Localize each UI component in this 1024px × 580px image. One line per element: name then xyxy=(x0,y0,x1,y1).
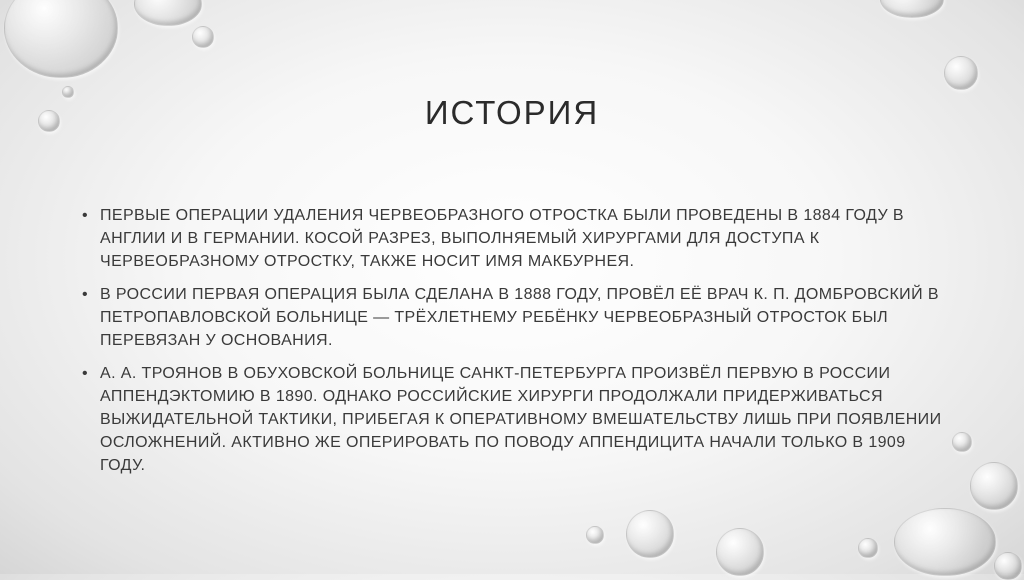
water-drop xyxy=(586,526,604,544)
water-drop xyxy=(994,552,1022,580)
bullet-list xyxy=(82,204,942,487)
bullet-item xyxy=(82,204,942,273)
water-drop xyxy=(858,538,878,558)
bullet-item xyxy=(82,283,942,352)
water-drop xyxy=(952,432,972,452)
water-drop xyxy=(134,0,202,26)
bullet-symbol: • xyxy=(82,365,89,382)
bullet-symbol: • xyxy=(82,286,89,303)
water-drop xyxy=(626,510,674,558)
water-drop xyxy=(4,0,118,78)
water-drop xyxy=(192,26,214,48)
water-drop xyxy=(880,0,944,18)
bullet-item xyxy=(82,362,942,477)
bullet-text: В РОССИИ ПЕРВАЯ ОПЕРАЦИЯ БЫЛА СДЕЛАНА В 1888 ГОДУ, ПРОВЁЛ ЕЁ ВРАЧ К. П. ДОМБРОВСКИЙ В ПЕТРОПАВЛОВСКОЙ БОЛЬНИЦЕ — ТРЁХЛЕТНЕМУ РЕБЁНКУ ЧЕРВЕОБРАЗНЫЙ ОТРОСТОК БЫЛ ПЕРЕВЯЗАН У ОСНОВАНИЯ. xyxy=(100,286,939,349)
water-drop xyxy=(970,462,1018,510)
slide-title: ИСТОРИЯ xyxy=(424,94,600,131)
water-drop xyxy=(894,508,996,576)
bullet-symbol: • xyxy=(82,207,89,224)
water-drop xyxy=(716,528,764,576)
bullet-text: ПЕРВЫЕ ОПЕРАЦИИ УДАЛЕНИЯ ЧЕРВЕОБРАЗНОГО ОТРОСТКА БЫЛИ ПРОВЕДЕНЫ В 1884 ГОДУ В АНГЛИИ И В ГЕРМАНИИ. КОСОЙ РАЗРЕЗ, ВЫПОЛНЯЕМЫЙ ХИРУРГАМИ ДЛЯ ДОСТУПА К ЧЕРВЕОБРАЗНОМУ ОТРОСТКУ, ТАКЖЕ НОСИТ ИМЯ МАКБУРНЕЯ. xyxy=(100,207,904,270)
water-drop xyxy=(944,56,978,90)
bullet-text: А. А. ТРОЯНОВ В ОБУХОВСКОЙ БОЛЬНИЦЕ САНКТ-ПЕТЕРБУРГА ПРОИЗВЁЛ ПЕРВУЮ В РОССИИ АППЕНДЭКТОМИЮ В 1890. ОДНАКО РОССИЙСКИЕ ХИРУРГИ ПРОДОЛЖАЛИ ПРИДЕРЖИВАТЬСЯ ВЫЖИДАТЕЛЬНОЙ ТАКТИКИ, ПРИБЕГАЯ К ОПЕРАТИВНОМУ ВМЕШАТЕЛЬСТВУ ЛИШЬ ПРИ ПОЯВЛЕНИИ ОСЛОЖНЕНИЙ. АКТИВНО ЖЕ ОПЕРИРОВАТЬ ПО ПОВОДУ АППЕНДИЦИТА НАЧАЛИ ТОЛЬКО В 1909 ГОДУ. xyxy=(100,365,942,474)
